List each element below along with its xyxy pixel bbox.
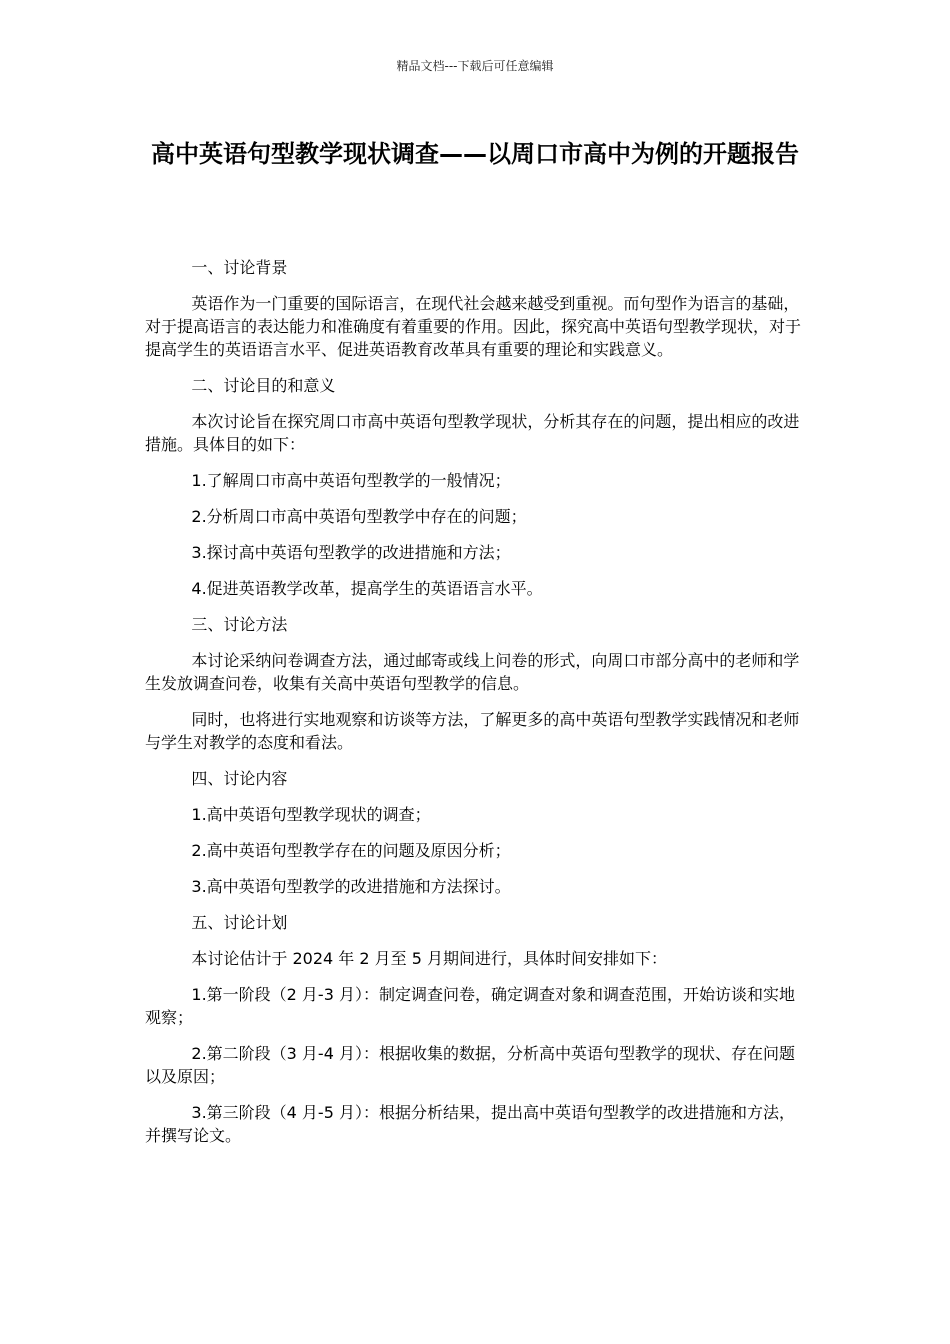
list-item-purpose-2: 2.分析周口市高中英语句型教学中存在的问题； xyxy=(191,507,527,526)
paragraph-plan-intro: 本讨论估计于 2024 年 2 月至 5 月期间进行，具体时间安排如下： xyxy=(191,949,667,968)
section-heading-plan: 五、讨论计划 xyxy=(191,913,288,932)
paragraph-method-observation: 同时，也将进行实地观察和访谈等方法，了解更多的高中英语句型教学实践情况和老师与学生对教学的态度和看法。 xyxy=(145,710,800,752)
paragraph-background: 英语作为一门重要的国际语言，在现代社会越来越受到重视。而句型作为语言的基础，对于提高语言的表达能力和准确度有着重要的作用。因此，探究高中英语句型教学现状，对于提高学生的英语语言水平、促进英语教育改革具有重要的理论和实践意义。 xyxy=(145,294,802,359)
paragraph-purpose: 本次讨论旨在探究周口市高中英语句型教学现状，分析其存在的问题，提出相应的改进措施。具体目的如下： xyxy=(145,412,800,454)
list-item-plan-stage-1: 1.第一阶段（2 月-3 月）：制定调查问卷，确定调查对象和调查范围，开始访谈和实地观察； xyxy=(145,985,795,1027)
paragraph-method-survey: 本讨论采纳问卷调查方法，通过邮寄或线上问卷的形式，向周口市部分高中的老师和学生发放调查问卷，收集有关高中英语句型教学的信息。 xyxy=(145,651,800,693)
list-item-content-3: 3.高中英语句型教学的改进措施和方法探讨。 xyxy=(191,877,511,896)
section-heading-content: 四、讨论内容 xyxy=(191,769,288,788)
document-body xyxy=(145,256,805,1160)
page-header-note: 精品文档---下载后可任意编辑 xyxy=(396,59,554,73)
section-heading-background: 一、讨论背景 xyxy=(191,258,288,277)
list-item-content-1: 1.高中英语句型教学现状的调查； xyxy=(191,805,431,824)
section-heading-purpose: 二、讨论目的和意义 xyxy=(191,376,336,395)
list-item-plan-stage-2: 2.第二阶段（3 月-4 月）：根据收集的数据，分析高中英语句型教学的现状、存在问题以及原因； xyxy=(145,1044,795,1086)
section-heading-method: 三、讨论方法 xyxy=(191,615,288,634)
list-item-plan-stage-3: 3.第三阶段（4 月-5 月）：根据分析结果，提出高中英语句型教学的改进措施和方法，并撰写论文。 xyxy=(145,1103,795,1145)
list-item-purpose-3: 3.探讨高中英语句型教学的改进措施和方法； xyxy=(191,543,511,562)
list-item-content-2: 2.高中英语句型教学存在的问题及原因分析； xyxy=(191,841,511,860)
list-item-purpose-4: 4.促进英语教学改革，提高学生的英语语言水平。 xyxy=(191,579,543,598)
list-item-purpose-1: 1.了解周口市高中英语句型教学的一般情况； xyxy=(191,471,511,490)
document-title: 高中英语句型教学现状调查——以周口市高中为例的开题报告 xyxy=(151,140,799,168)
